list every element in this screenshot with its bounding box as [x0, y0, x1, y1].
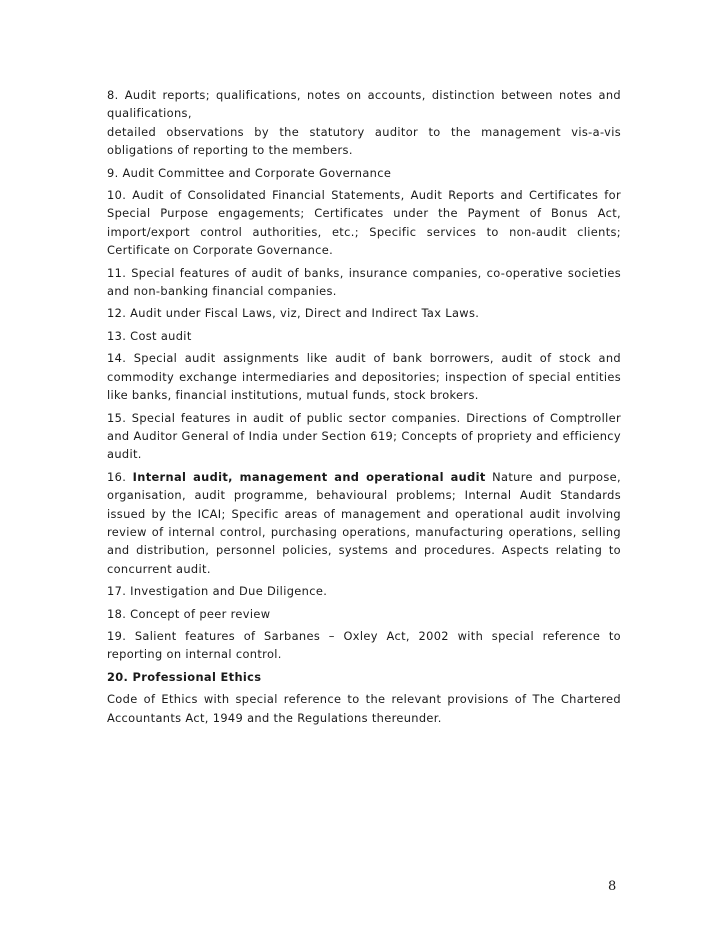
syllabus-item-11: 11. Special features of audit of banks, insurance companies, co-operative societies and non-banking financial companies. — [107, 265, 621, 299]
syllabus-item-10: 10. Audit of Consolidated Financial Statements, Audit Reports and Certificates for Special Purpose engagements; Certificates under the Payment of Bonus Act, import/export control authorities, etc.; Specific services to non-audit clients; Certificate on Corporate Governance. — [107, 188, 621, 258]
item-16-description: Nature and purpose, organisation, audit programme, behavioural problems; Internal Audit Standards issued by the ICAI; Specific areas of management and operational audit involving review of internal control, purchasing operations, manufacturing operations, selling and distribution, personnel policies, systems and procedures. Aspects relating to concurrent audit. — [107, 469, 621, 576]
syllabus-item-13: 13. Cost audit — [107, 328, 192, 343]
syllabus-item-17: 17. Investigation and Due Diligence. — [107, 584, 328, 599]
page-number: 8 — [608, 879, 617, 894]
syllabus-item-16 — [107, 468, 621, 578]
syllabus-item-9: 9. Audit Committee and Corporate Governance — [107, 165, 392, 180]
syllabus-item-19: 19. Salient features of Sarbanes – Oxley Act, 2002 with special reference to reporting on internal control. — [107, 628, 621, 662]
syllabus-item-8-line-2: detailed observations by the statutory auditor to the management vis-a-vis obligations of reporting to the members. — [107, 124, 621, 158]
syllabus-item-14: 14. Special audit assignments like audit of bank borrowers, audit of stock and commodity exchange intermediaries and depositories; inspection of special entities like banks, financial institutions, mutual funds, stock brokers. — [107, 351, 621, 403]
syllabus-item-20-heading: 20. Professional Ethics — [107, 669, 262, 684]
syllabus-item-18: 18. Concept of peer review — [107, 606, 271, 621]
syllabus-item-15: 15. Special features in audit of public sector companies. Directions of Comptroller and Auditor General of India under Section 619; Concepts of propriety and efficiency audit. — [107, 410, 621, 462]
syllabus-item-8-line-1: 8. Audit reports; qualifications, notes on accounts, distinction between notes and qualifications, — [107, 88, 621, 121]
item-16-number: 16. — [107, 469, 133, 484]
syllabus-item-12: 12. Audit under Fiscal Laws, viz, Direct and Indirect Tax Laws. — [107, 306, 480, 321]
document-body — [107, 86, 621, 731]
syllabus-item-20-body: Code of Ethics with special reference to the relevant provisions of The Chartered Accountants Act, 1949 and the Regulations thereunder. — [107, 692, 621, 725]
item-16-heading: Internal audit, management and operational audit — [132, 469, 486, 484]
